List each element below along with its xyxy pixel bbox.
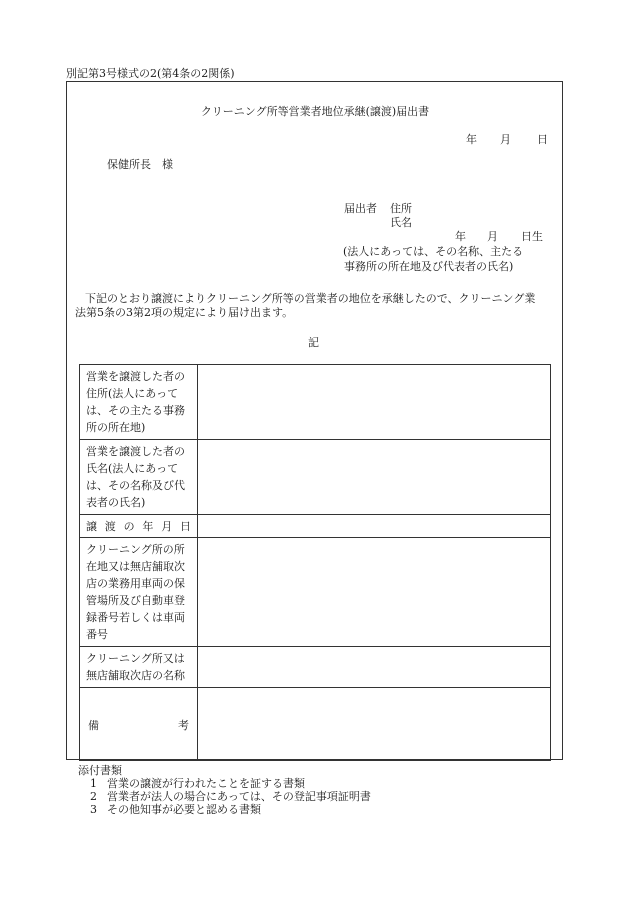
transferor-name-label (80, 440, 198, 515)
label-char: 備 (88, 719, 99, 732)
label-char: 月 (161, 520, 173, 533)
date-year: 年 (466, 133, 477, 146)
remarks-field[interactable] (198, 688, 551, 761)
label-char: 渡 (104, 520, 116, 533)
label-char: 譲 (86, 520, 97, 533)
applicant-address-label: 住所 (390, 202, 412, 215)
location-field[interactable] (198, 538, 551, 647)
label-line: 営業を譲渡した者の (86, 370, 185, 383)
attachments-heading: 添付書類 (78, 764, 122, 777)
date-month: 月 (500, 133, 511, 146)
label-line: 所の所在地) (86, 421, 146, 434)
label-line: 住所(法人にあって (86, 387, 179, 400)
body-text-line1: 下記のとおり譲渡によりクリーニング所等の営業者の地位を承継したので、クリーニング業 (85, 292, 536, 305)
applicant-label: 届出者 (344, 202, 377, 215)
date-day: 日 (537, 133, 548, 146)
label-line: 在地又は無店舗取次 (86, 560, 185, 573)
shop-name-label (80, 647, 198, 688)
transferor-address-field[interactable] (198, 365, 551, 440)
applicant-name-label: 氏名 (390, 216, 412, 229)
attachment-number: 3 (90, 803, 97, 816)
label-line: 管場所及び自動車登 (86, 594, 185, 607)
table-row (80, 440, 551, 515)
transferor-name-field[interactable] (198, 440, 551, 515)
attachment-number: 1 (90, 777, 97, 790)
label-line: 番号 (86, 628, 108, 641)
birth-year: 年 (455, 230, 466, 243)
label-char: 日 (179, 520, 191, 533)
table-row (80, 688, 551, 761)
label-line: 店の業務用車両の保 (86, 577, 185, 590)
body-text-line2: 法第5条の3第2項の規定により届け出ます。 (75, 306, 294, 319)
form-title: クリーニング所等営業者地位承継(譲渡)届出書 (200, 105, 430, 118)
ki-label: 記 (308, 336, 319, 349)
label-line: 録番号若しくは車両 (86, 611, 185, 624)
transfer-date-field[interactable] (198, 515, 551, 538)
table-row (80, 538, 551, 647)
label-char: の (123, 520, 135, 533)
shop-name-field[interactable] (198, 647, 551, 688)
label-char: 年 (142, 520, 154, 533)
remarks-label (80, 688, 198, 761)
attachment-text: 営業の譲渡が行われたことを証する書類 (107, 777, 305, 790)
label-line: は、その主たる事務 (86, 404, 185, 417)
addressee: 保健所長 様 (107, 158, 173, 171)
attachment-text: 営業者が法人の場合にあっては、その登記事項証明書 (107, 790, 371, 803)
label-line: は、その名称及び代 (86, 479, 185, 492)
transferor-address-label (80, 365, 198, 440)
label-line: クリーニング所又は (86, 652, 185, 665)
applicant-note-line2: 事務所の所在地及び代表者の氏名) (344, 260, 514, 273)
location-label (80, 538, 198, 647)
attachment-number: 2 (90, 790, 97, 803)
form-number: 別記第3号様式の2(第4条の2関係) (66, 67, 235, 80)
label-line: 表者の氏名) (86, 496, 146, 509)
label-char: 考 (178, 719, 189, 732)
label-line: 氏名(法人にあって (86, 462, 179, 475)
table-row (80, 515, 551, 538)
birth-day: 日生 (521, 230, 543, 243)
label-line: 営業を譲渡した者の (86, 445, 185, 458)
birth-month: 月 (487, 230, 498, 243)
label-line: 無店舗取次店の名称 (86, 669, 185, 682)
transfer-date-label (80, 515, 198, 538)
attachment-text: その他知事が必要と認める書類 (107, 803, 261, 816)
applicant-note-line1: (法人にあっては、その名称、主たる (343, 245, 524, 258)
label-line: クリーニング所の所 (86, 543, 185, 556)
table-row (80, 365, 551, 440)
table-row (80, 647, 551, 688)
transfer-details-table (79, 364, 551, 761)
